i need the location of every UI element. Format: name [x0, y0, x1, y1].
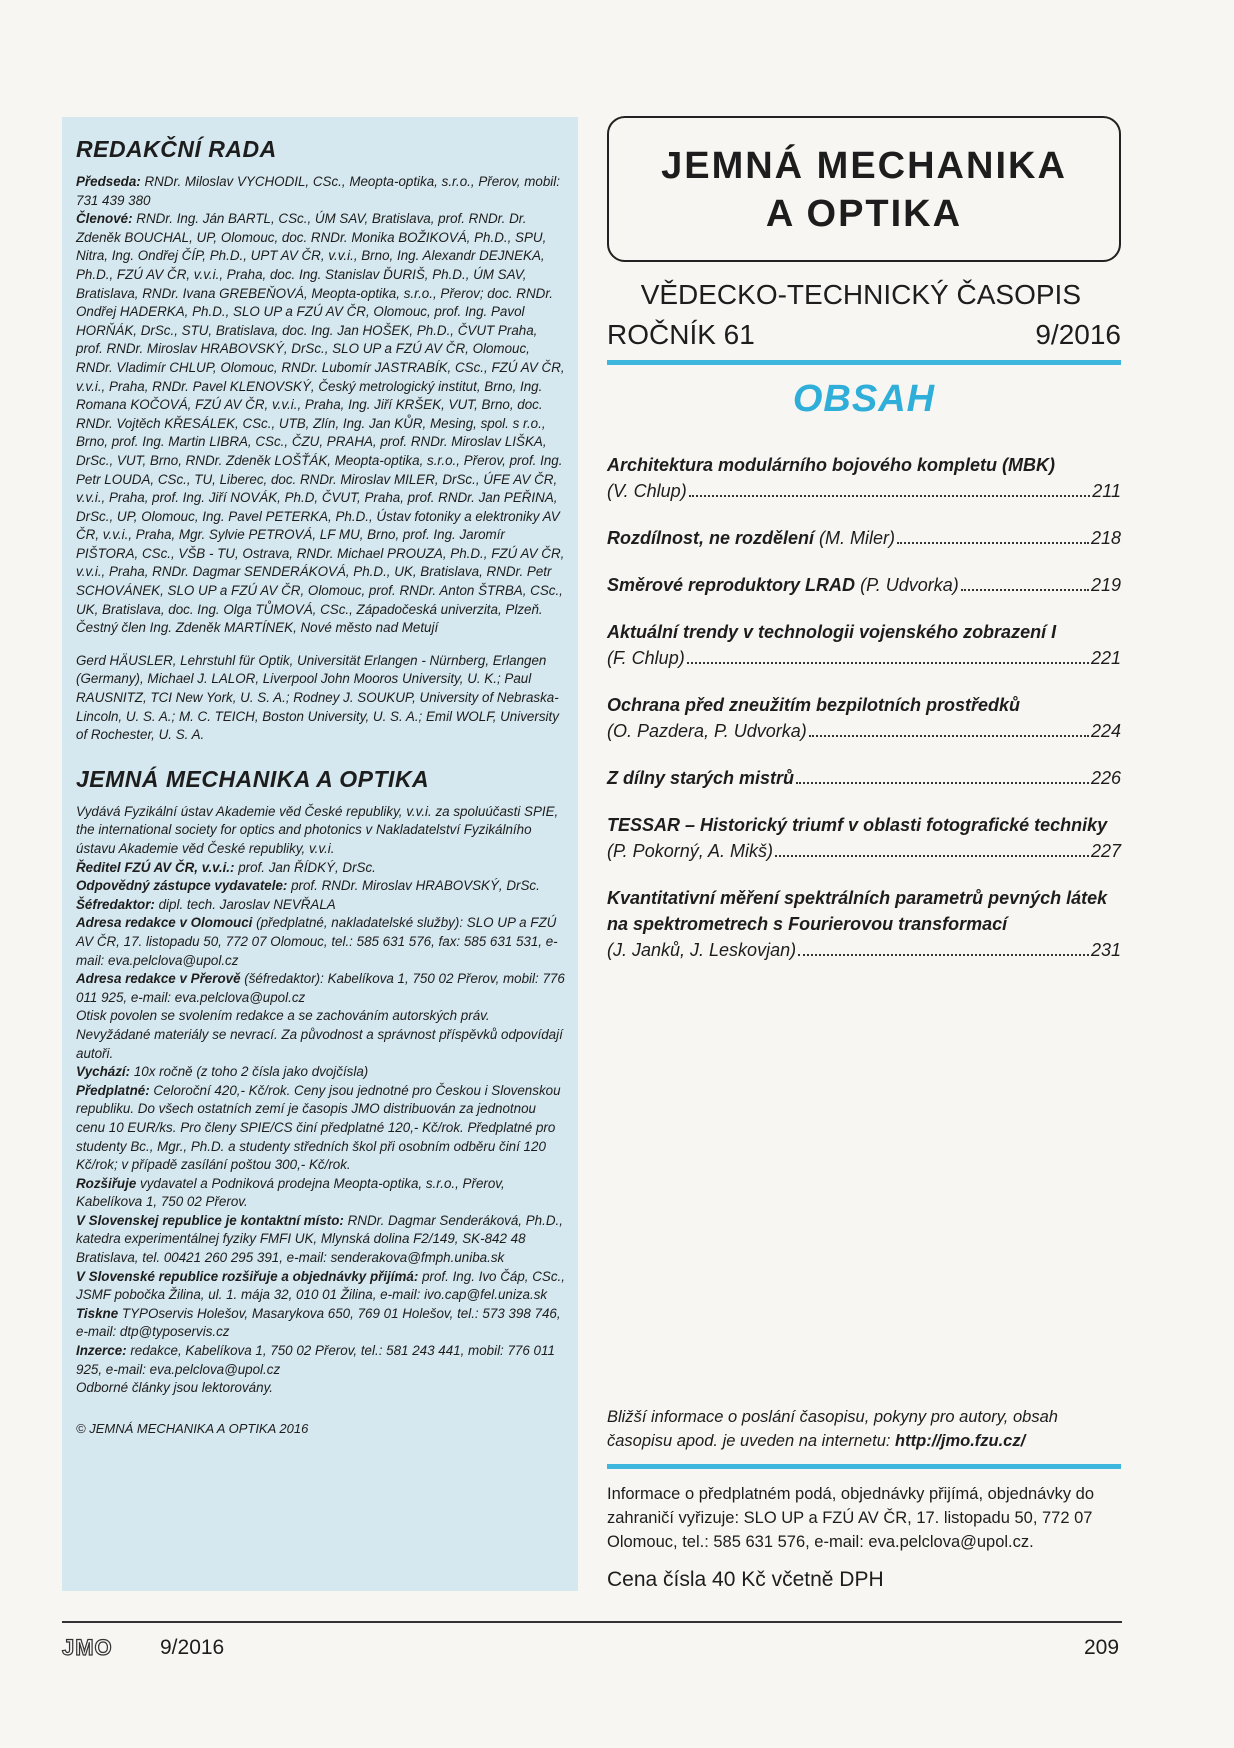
olomouc-label: Adresa redakce v Olomouci: [76, 915, 253, 931]
toc-heading: OBSAH: [792, 378, 936, 420]
publisher-chief-editor: [76, 896, 566, 915]
chair-label: Předseda:: [76, 174, 141, 189]
toc-entry-authors: (F. Chlup): [607, 648, 685, 668]
deputy-label: Odpovědný zástupce vydavatele:: [76, 878, 288, 894]
toc-entry-authors: (V. Chlup): [607, 481, 687, 501]
toc-entry: [607, 525, 1121, 551]
toc-entry-page: 224: [1090, 721, 1121, 741]
address-olomouc: [76, 914, 566, 970]
toc-entry-page: 226: [1090, 768, 1121, 788]
journal-title-box: [607, 116, 1121, 262]
journal-title-line2: A OPTIKA: [765, 193, 963, 235]
toc-entry-page: 227: [1090, 841, 1121, 861]
address-prerov: [76, 970, 566, 1007]
toc-entry: [607, 572, 1121, 598]
toc-leader-dots: [961, 589, 1089, 591]
toc-entry-title: Rozdílnost, ne rozdělení: [607, 528, 815, 548]
issues-frequency: [76, 1063, 566, 1082]
chief-text: dipl. tech. Jaroslav NEVŘALA: [154, 896, 336, 912]
reviewed-note: Odborné články jsou lektorovány.: [76, 1380, 273, 1396]
toc-leader-dots: [689, 495, 1091, 497]
publisher-director: [76, 859, 566, 878]
jmo-logo: JMO: [62, 1635, 113, 1660]
journal-subtitle: VĚDECKO-TECHNICKÝ ČASOPIS: [640, 279, 1081, 310]
copyright: © JEMNÁ MECHANIKA A OPTIKA 2016: [76, 1420, 309, 1436]
distribution-label: Rozšiřuje: [76, 1175, 137, 1191]
sk-contact-text: RNDr. Dagmar Senderáková, Ph.D., katedra experimentálnej fyziky FMFI UK, Mlynská dolina F2/149, SK-842 48 Bratislava, tel. 00421 260 295 391, e-mail: senderakova@fmph.uniba.sk: [76, 1212, 563, 1266]
board-foreign-members: Gerd HÄUSLER, Lehrstuhl für Optik, Universität Erlangen - Nürnberg, Erlangen (Germany), Michael J. LALOR, Liverpool John Mooros University, U. K.; Paul RAUSNITZ, TCI New York, U. S. A.; Rodney J. SOUKUP, University of Nebraska-Lincoln, U. S. A.; M. C. TEICH, Boston University, U. S. A.; Emil WOLF, University of Rochester, U. S. A.: [76, 652, 559, 743]
page-number: 209: [1084, 1636, 1120, 1659]
toc-entry-authors: (M. Miler): [819, 528, 896, 548]
slovak-orders: [76, 1268, 566, 1305]
toc-entry-title: Architektura modulárního bojového kompletu (MBK): [607, 455, 1056, 475]
publisher-heading: JEMNÁ MECHANIKA A OPTIKA: [76, 765, 430, 792]
print-text: TYPOservis Holešov, Masarykova 650, 769 01 Holešov, tel.: 573 398 746, e-mail: dtp@typoservis.cz: [76, 1305, 561, 1340]
accent-rule-top: [607, 360, 1121, 365]
prerov-text: (šéfredaktor): Kabelíkova 1, 750 02 Přerov, mobil: 776 011 925, e-mail: eva.pelclova@upol.cz: [76, 971, 565, 1005]
members-text: RNDr. Ing. Ján BARTL, CSc., ÚM SAV, Bratislava, prof. RNDr. Dr. Zdeněk BOUCHAL, UP, Olomouc, doc. RNDr. Monika BOŽIKOVÁ, Ph.D., SPU, Nitra, Ing. Ondřej ČÍP, Ph.D., UPT AV ČR, v.v.i., Brno, Ing. Alexandr DEJNEKA, Ph.D., FZÚ AV ČR, v.v.i., Praha, doc. Ing. Stanislav ĎURIŠ, Ph.D., ÚM SAV, Bratislava, RNDr. Ivana GREBEŇOVÁ, Meopta-optika, s.r.o., Přerov; doc. RNDr. Ondřej HADERKA, Ph.D., SLO UP a FZÚ AV ČR, Olomouc, prof. Ing. Pavol HORŇÁK, DrSc., STU, Bratislava, doc. Ing. Jan HOŠEK, Ph.D., ČVUT Praha, prof. RNDr. Miroslav HRABOVSKÝ, DrSc., SLO UP a FZÚ AV ČR, Olomouc, RNDr. Vladimír CHLUP, Olomouc, RNDr. Lubomír JASTRABÍK, CSc., FZÚ AV ČR, v.v.i., Praha, RNDr. Pavel KLENOVSKÝ, Český metrologický institut, Brno, Ing. Romana KOČOVÁ, FZÚ AV ČR, v.v.i., Praha, Ing. Jiří KRŠEK, VUT, Brno, doc. RNDr. Vojtěch KŘESÁLEK, CSc., UTB, Zlín, Ing. Jan KŮR, Mesing, spol. s r.o., Brno, prof. Ing. Martin LIBRA, CSc., ČZU, PRAHA, prof. RNDr. Miroslav LIŠKA, DrSc., VUT, Brno, RNDr. Zdeněk LOŠŤÁK, Meopta-optika, s.r.o., Přerov, prof. Ing. Petr LOUDA, CSc., TU, Liberec, doc. RNDr. Miroslav MILER, DrSc., ÚFE AV ČR, v.v.i., Praha, prof. Ing. Jiří NOVÁK, Ph.D, ČVUT, Praha, prof. RNDr. Jan PEŘINA, DrSc., UP, Olomouc, Ing. Pavel PETERKA, Ph.D., Ústav fotoniky a elektroniky AV ČR, v.v.i., Praha, Mgr. Sylvie PETROVÁ, LF MU, Brno, prof. Ing. Jaromír PIŠTORA, CSc., VŠB - TU, Ostrava, RNDr. Michael PROUZA, Ph.D., FZÚ AV ČR, v.v.i., Praha, RNDr. Dagmar SENDERÁKOVÁ, Ph.D., UK, Bratislava, RNDr. Petr SCHOVÁNEK, SLO UP a FZÚ AV ČR, Olomouc, prof. RNDr. Anton ŠTRBA, CSc., UK, Bratislava, doc. Ing. Olga TŮMOVÁ, CSc., Západočeská univerzita, Plzeň. Čestný člen Ing. Zdeněk MARTÍNEK, Nové město nad Metují: [76, 211, 565, 636]
toc-entry: [607, 692, 1121, 744]
subscription-text: Celoroční 420,- Kč/rok. Ceny jsou jednotné pro Českou i Slovenskou republiku. Do všech ostatních zemí je časopis JMO distribuován za jednotnou cenu 10 EUR/ks. Pro členy SPIE/CS činí předplatné 120,- Kč/rok. Předplatné pro studenty Bc., Mgr., Ph.D. a studenty středních škol při osobním odběru činí 120 Kč/rok; v případě zasílání poštou 300,- Kč/rok.: [76, 1082, 561, 1173]
subscription: [76, 1082, 566, 1175]
issues-label: Vychází:: [76, 1064, 131, 1080]
toc-entry-title: Kvantitativní měření spektrálních parametrů pevných látek na spektrometrech s Fourierovou transformací: [607, 888, 1108, 934]
info-note: [607, 1405, 1121, 1453]
accent-rule-bottom: [607, 1464, 1121, 1469]
toc-entry: [607, 765, 1121, 791]
editorial-board-panel: [62, 117, 578, 1591]
toc-entry-authors: (P. Udvorka): [860, 575, 959, 595]
ads-label: Inzerce:: [76, 1343, 127, 1359]
toc-leader-dots: [796, 782, 1089, 784]
toc-entry-title: Ochrana před zneužitím bezpilotních prostředků: [607, 695, 1021, 715]
toc-entry-authors: (J. Janků, J. Leskovjan): [607, 940, 797, 960]
olomouc-text: (předplatné, nakladatelské služby): SLO UP a FZÚ AV ČR, 17. listopadu 50, 772 07 Olomouc, tel.: 585 631 576, fax: 585 631 531, e-mail: eva.pelclova@upol.cz: [76, 915, 558, 968]
toc-entry-title: Směrové reproduktory LRAD: [607, 575, 856, 595]
issue-price: Cena čísla 40 Kč včetně DPH: [607, 1568, 884, 1591]
sk-orders-label: V Slovenské republice rozšiřuje a objednávky přijímá:: [76, 1268, 419, 1284]
info-note-text: Bližší informace o poslání časopisu, pokyny pro autory, obsah časopisu apod. je uveden na internetu:: [607, 1408, 1058, 1450]
distribution: [76, 1175, 566, 1212]
toc-entry-title: Z dílny starých mistrů: [607, 768, 795, 788]
table-of-contents: [607, 452, 1121, 984]
chair-text: RNDr. Miloslav VYCHODIL, CSc., Meopta-optika, s.r.o., Přerov, mobil: 731 439 380: [76, 174, 560, 208]
toc-leader-dots: [687, 662, 1089, 664]
members-label: Členové:: [76, 211, 133, 227]
toc-entry: [607, 619, 1121, 671]
publisher-intro: Vydává Fyzikální ústav Akademie věd České republiky, v.v.i. za spoluúčasti SPIE, the international society for optics and photonics v Nakladatelství Fyzikálního ústavu Akademie věd České republiky, v.v.i.: [76, 803, 559, 856]
toc-entry-page: 211: [1092, 481, 1121, 501]
deputy-text: prof. RNDr. Miroslav HRABOVSKÝ, DrSc.: [287, 878, 540, 894]
ads-text: redakce, Kabelíkova 1, 750 02 Přerov, tel.: 581 243 441, mobil: 776 011 925, e-mail: eva.pelclova@upol.cz: [76, 1343, 555, 1377]
volume-line: [607, 318, 1121, 352]
footer-rule: [62, 1621, 1122, 1623]
toc-entry-page: 219: [1090, 575, 1121, 595]
journal-title-line1: JEMNÁ MECHANIKA: [661, 145, 1067, 187]
toc-entry: [607, 452, 1121, 504]
prerov-label: Adresa redakce v Přerově: [76, 971, 241, 987]
website-link[interactable]: http://jmo.fzu.cz/: [895, 1432, 1026, 1450]
printer: [76, 1305, 566, 1342]
director-text: prof. Jan ŘÍDKÝ, DrSc.: [234, 859, 376, 875]
slovak-contact: [76, 1212, 566, 1268]
toc-entry-authors: (O. Pazdera, P. Udvorka): [607, 721, 807, 741]
board-chair: [76, 173, 566, 210]
director-label: Ředitel FZÚ AV ČR, v.v.i.:: [76, 859, 235, 875]
issues-text: 10x ročně (z toho 2 čísla jako dvojčísla): [130, 1064, 369, 1080]
board-heading: REDAKČNÍ RADA: [76, 136, 277, 162]
sk-orders-text: prof. Ing. Ivo Čáp, CSc., JSMF pobočka Žilina, ul. 1. mája 32, 010 01 Žilina, e-mail: ivo.cap@fel.uniza.sk: [76, 1268, 565, 1303]
distribution-text: vydavatel a Podniková prodejna Meopta-optika, s.r.o., Přerov, Kabelíkova 1, 750 02 Přerov.: [76, 1175, 505, 1210]
chief-label: Šéfredaktor:: [76, 896, 155, 912]
rights-notice: Otisk povolen se svolením redakce a se zachováním autorských práv. Nevyžádané materiály se nevrací. Za původnost a správnost příspěvků odpovídají autoři.: [76, 1008, 563, 1061]
toc-entry: [607, 885, 1121, 963]
toc-entry-page: 231: [1090, 940, 1121, 960]
toc-leader-dots: [809, 735, 1089, 737]
toc-entry-authors: (P. Pokorný, A. Mikš): [607, 841, 774, 861]
toc-leader-dots: [775, 855, 1089, 857]
footer-issue: 9/2016: [160, 1636, 225, 1659]
board-members: [76, 210, 566, 638]
sk-contact-label: V Slovenskej republice je kontaktní místo:: [76, 1212, 344, 1228]
toc-leader-dots: [798, 954, 1089, 956]
toc-leader-dots: [897, 542, 1089, 544]
subscription-label: Předplatné:: [76, 1082, 150, 1098]
toc-entry-page: 218: [1090, 528, 1121, 548]
toc-entry-title: TESSAR – Historický triumf v oblasti fotografické techniky: [607, 815, 1108, 835]
toc-entry-page: 221: [1090, 648, 1121, 668]
volume: ROČNÍK 61: [607, 319, 755, 350]
subscription-info: Informace o předplatném podá, objednávky přijímá, objednávky do zahraničí vyřizuje: SLO UP a FZÚ AV ČR, 17. listopadu 50, 772 07 Olomouc, tel.: 585 631 576, e-mail: eva.pelclova@upol.cz.: [607, 1485, 1095, 1551]
toc-entry: [607, 812, 1121, 864]
advertising: [76, 1342, 566, 1379]
toc-entry-title: Aktuální trendy v technologii vojenského zobrazení I: [607, 622, 1057, 642]
print-label: Tiskne: [76, 1305, 119, 1321]
issue-number: 9/2016: [1035, 319, 1121, 350]
publisher-deputy: [76, 877, 566, 896]
